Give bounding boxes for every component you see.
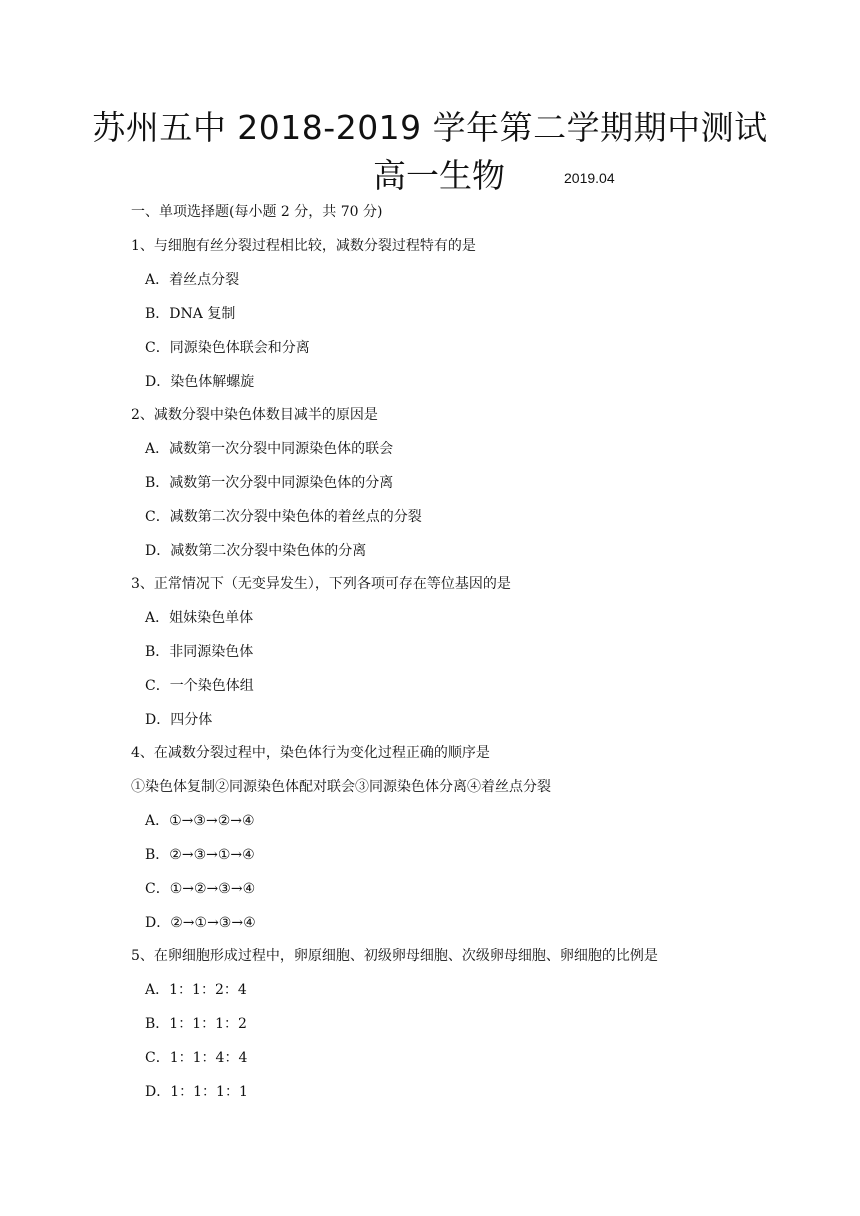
option-letter: C． [145,1050,170,1066]
option-letter: D． [145,915,171,931]
option-letter: C． [145,881,170,897]
option-text: 同源染色体联会和分离 [169,340,310,356]
option [145,473,393,493]
option [145,541,366,561]
option-text: 减数第一次分裂中同源染色体的联会 [169,441,394,457]
option [145,811,255,831]
option-letter: D． [145,543,171,559]
option-text: DNA 复制 [169,306,236,322]
question-stem: 2、减数分裂中染色体数目减半的原因是 [131,407,378,423]
option [145,642,253,662]
option-text: 1：1：2：4 [169,982,247,998]
subject-title: 高一生物 [373,156,505,195]
option [145,1048,247,1068]
option [145,676,254,696]
option-text: 减数第一次分裂中同源染色体的分离 [169,475,394,491]
option-text: 染色体解螺旋 [170,374,255,390]
option-text: 姐妹染色单体 [169,610,254,626]
option-letter: A． [145,272,170,288]
option [145,980,247,1000]
option-text: ②→①→③→④ [170,915,256,931]
option-text: 四分体 [170,712,213,728]
option [145,1014,247,1034]
option-letter: C． [145,678,170,694]
question-note: ①染色体复制②同源染色体配对联会③同源染色体分离④着丝点分裂 [131,779,551,795]
exam-title: 苏州五中 2018-2019 学年第二学期期中测试 [92,108,768,147]
option [145,879,255,899]
option [145,304,235,324]
option [145,439,393,459]
exam-date: 2019.04 [564,170,615,186]
option-letter: A． [145,813,170,829]
question-stem: 1、与细胞有丝分裂过程相比较，减数分裂过程特有的是 [131,238,476,254]
option-letter: C． [145,509,170,525]
question-stem: 4、在减数分裂过程中，染色体行为变化过程正确的顺序是 [131,745,490,761]
option-text: 1：1：1：2 [169,1016,247,1032]
option-letter: C． [145,340,170,356]
option-text: 减数第二次分裂中染色体的着丝点的分裂 [169,509,422,525]
option-letter: B． [145,847,170,863]
option [145,1082,248,1102]
option-text: 非同源染色体 [169,644,254,660]
question-stem: 5、在卵细胞形成过程中，卵原细胞、初级卵母细胞、次级卵母细胞、卵细胞的比例是 [131,948,658,964]
option-text: ①→②→③→④ [169,881,256,897]
option-text: ②→③→①→④ [169,847,255,863]
option-text: ①→③→②→④ [169,813,255,829]
option [145,338,310,358]
option [145,507,422,527]
option-letter: B． [145,1016,170,1032]
option [145,913,256,933]
option [145,372,254,392]
option-text: 1：1：4：4 [169,1050,248,1066]
option [145,608,253,628]
option-text: 1：1：1：1 [170,1084,248,1100]
section-heading: 一、单项选择题(每小题 2 分，共 70 分) [131,204,383,220]
option [145,710,212,730]
option-letter: D． [145,712,171,728]
option [145,270,239,290]
option-text: 减数第二次分裂中染色体的分离 [170,543,367,559]
option-letter: B． [145,306,170,322]
option-letter: A． [145,610,170,626]
option-text: 一个染色体组 [169,678,254,694]
option-letter: A． [145,441,170,457]
option-letter: A． [145,982,170,998]
option-text: 着丝点分裂 [169,272,240,288]
option-letter: B． [145,475,170,491]
option-letter: D． [145,1084,171,1100]
option-letter: D． [145,374,171,390]
option-letter: B． [145,644,170,660]
option [145,845,255,865]
question-stem: 3、正常情况下（无变异发生），下列各项可存在等位基因的是 [131,576,511,592]
